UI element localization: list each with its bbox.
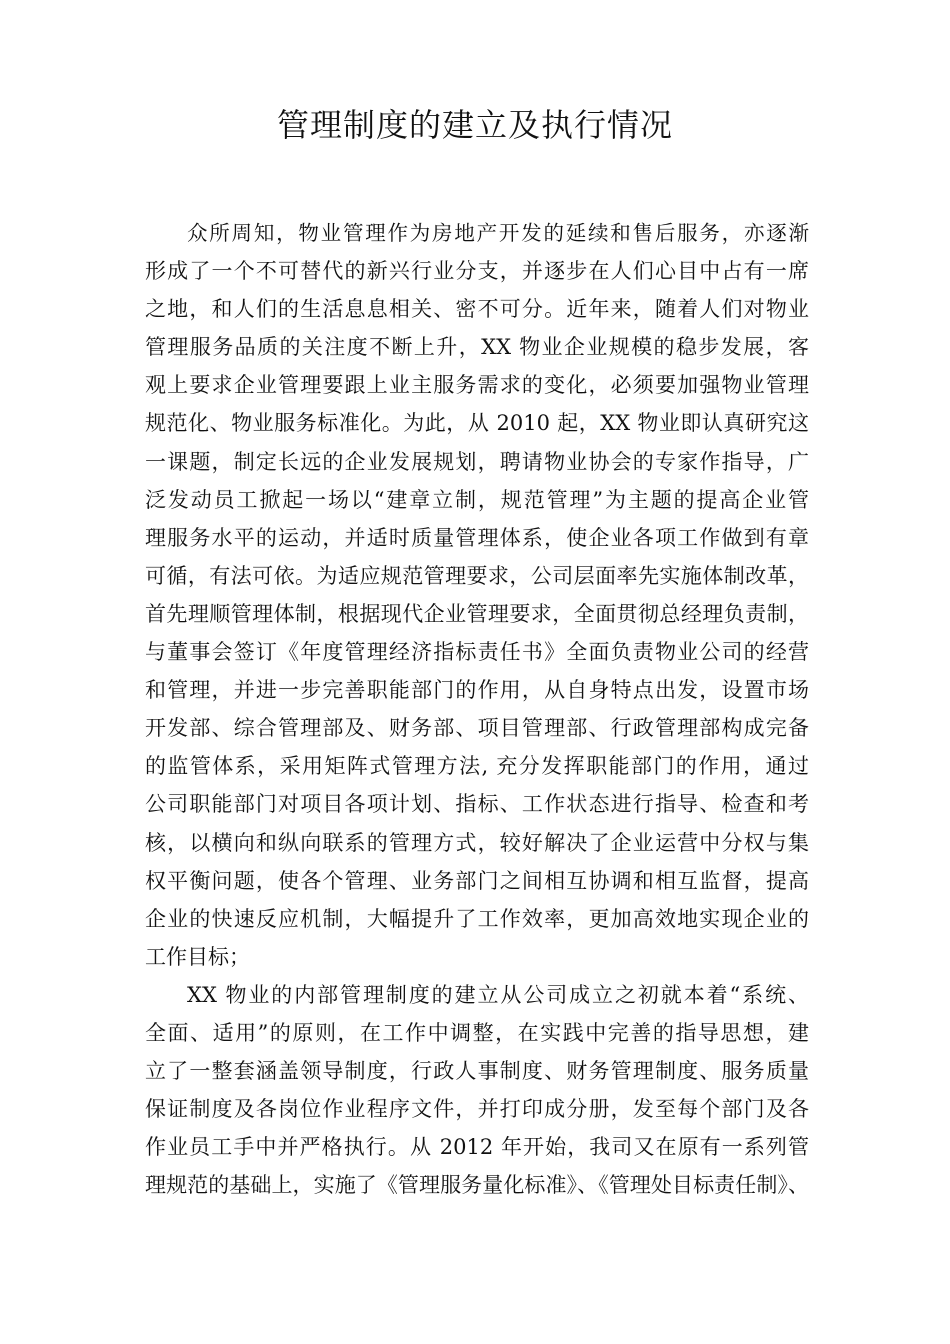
text-line: 与董事会签订《年度管理经济指标责任书》全面负责物业公司的经营 <box>145 640 809 665</box>
text-line: 形成了一个不可替代的新兴行业分支，并逐步在人们心目中占有一席 <box>145 259 809 284</box>
text-line: 理规范的基础上，实施了《管理服务量化标准》、《管理处目标责任制》、 <box>145 1173 809 1198</box>
text-line: 保证制度及各岗位作业程序文件，并打印成分册，发至每个部门及各 <box>145 1097 809 1122</box>
text-line: 可循，有法可依。为适应规范管理要求，公司层面率先实施体制改革， <box>145 563 809 588</box>
text-line: 全面、适用”的原则，在工作中调整，在实践中完善的指导思想，建 <box>145 1020 809 1045</box>
text-line: 开发部、综合管理部及、财务部、项目管理部、行政管理部构成完备 <box>145 716 809 741</box>
text-line: 泛发动员工掀起一场以“建章立制，规范管理”为主题的提高企业管 <box>145 487 809 512</box>
paragraph-2 <box>145 976 809 1205</box>
text-line: 规范化、物业服务标准化。为此，从 2010 起，XX 物业即认真研究这 <box>145 411 809 436</box>
text-line: 首先理顺管理体制，根据现代企业管理要求，全面贯彻总经理负责制， <box>145 601 809 626</box>
text-line: 核，以横向和纵向联系的管理方式，较好解决了企业运营中分权与集 <box>145 830 809 855</box>
text-line: 作业员工手中并严格执行。从 2012 年开始，我司又在原有一系列管 <box>145 1135 809 1160</box>
document-title: 管理制度的建立及执行情况 <box>276 106 673 144</box>
text-line: 的监管体系，采用矩阵式管理方法, 充分发挥职能部门的作用，通过 <box>145 754 809 779</box>
text-line: 企业的快速反应机制，大幅提升了工作效率，更加高效地实现企业的 <box>145 906 809 931</box>
text-line: 和管理，并进一步完善职能部门的作用，从自身特点出发，设置市场 <box>145 678 809 703</box>
text-line: XX 物业的内部管理制度的建立从公司成立之初就本着“系统、 <box>187 982 809 1007</box>
text-line: 工作目标； <box>145 944 250 969</box>
text-line: 观上要求企业管理要跟上业主服务需求的变化，必须要加强物业管理 <box>145 373 809 398</box>
text-line: 立了一整套涵盖领导制度，行政人事制度、财务管理制度、服务质量 <box>145 1059 809 1084</box>
text-line: 一课题，制定长远的企业发展规划，聘请物业协会的专家作指导，广 <box>145 449 809 474</box>
text-line: 众所周知，物业管理作为房地产开发的延续和售后服务，亦逐渐 <box>187 221 809 245</box>
text-line: 管理服务品质的关注度不断上升，XX 物业企业规模的稳步发展，客 <box>145 335 809 360</box>
text-line: 理服务水平的运动，并适时质量管理体系，使企业各项工作做到有章 <box>145 525 809 550</box>
paragraph-1 <box>145 214 809 976</box>
text-line: 之地，和人们的生活息息相关、密不可分。近年来，随着人们对物业 <box>145 297 809 322</box>
text-line: 公司职能部门对项目各项计划、指标、工作状态进行指导、检查和考 <box>145 792 809 817</box>
text-line: 权平衡问题，使各个管理、业务部门之间相互协调和相互监督，提高 <box>145 868 809 893</box>
document-body <box>145 214 809 1204</box>
